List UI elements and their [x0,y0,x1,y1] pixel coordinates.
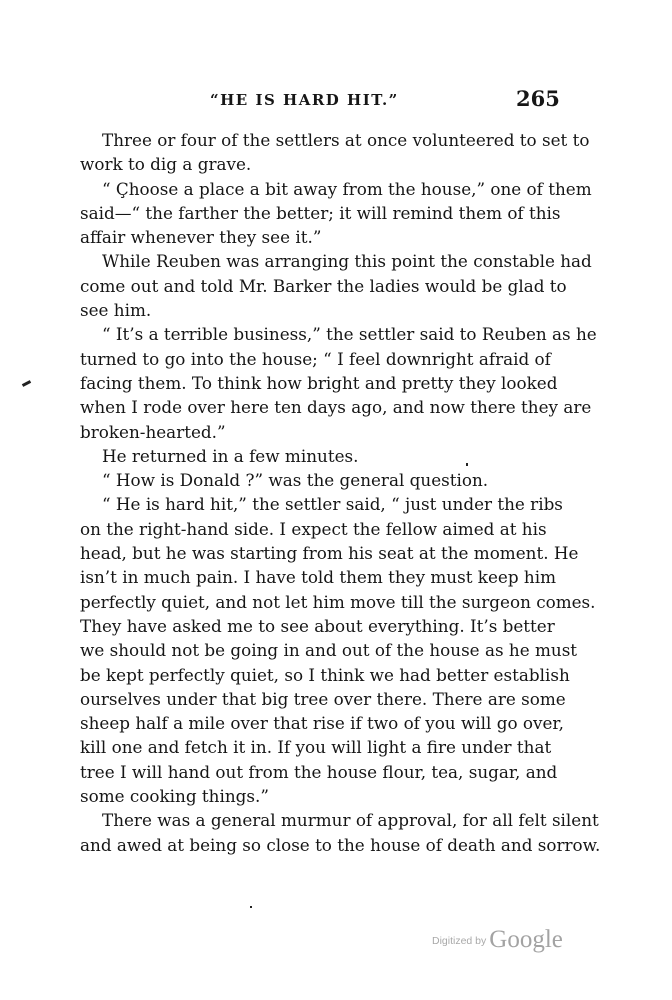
ink-speck [466,463,468,466]
text-line: “ How is Donald ?” was the general question. [102,470,489,491]
text-line: He returned in a few minutes. [102,445,359,466]
text-line: come out and told Mr. Barker the ladies would be glad to [80,275,567,296]
running-title: “HE IS HARD HIT.” [210,91,399,109]
text-line: facing them. To think how bright and pretty they looked [80,372,558,393]
text-line: “ It’s a terrible business,” the settler said to Reuben as he [102,324,597,345]
text-line: turned to go into the house; “ I feel downright afraid of [80,348,551,369]
text-line: see him. [80,300,152,321]
text-line: work to dig a grave. [80,154,252,175]
text-line: tree I will hand out from the house flour, tea, sugar, and [80,761,558,782]
text-line: on the right-hand side. I expect the fellow aimed at his [80,518,547,539]
text-line: and awed at being so close to the house of death and sorrow. [80,834,601,855]
text-line: While Reuben was arranging this point the constable had [102,251,592,272]
page-number: 265 [516,86,560,111]
text-line: be kept perfectly quiet, so I think we had better establish [80,664,570,685]
digitized-watermark [432,926,563,954]
text-line: when I rode over here ten days ago, and now there they are [80,397,592,418]
text-line: we should not be going in and out of the house as he must [80,640,578,661]
text-line: ourselves under that big tree over there. There are some [80,688,566,709]
ink-speck [250,906,252,908]
text-line: head, but he was starting from his seat at the moment. He [80,543,579,564]
body-text [80,128,601,857]
text-line: isn’t in much pain. I have told them they must keep him [80,567,557,588]
text-line: “ He is hard hit,” the settler said, “ just under the ribs [102,494,563,515]
text-line: They have asked me to see about everything. It’s better [80,615,555,636]
text-line: kill one and fetch it in. If you will light a fire under that [80,737,552,758]
text-line: perfectly quiet, and not let him move till the surgeon comes. [80,591,596,612]
google-logo: Google [489,926,563,953]
text-line: There was a general murmur of approval, for all felt silent [102,810,599,831]
text-line: sheep half a mile over that rise if two of you will go over, [80,713,564,734]
text-line: said—“ the farther the better; it will remind them of this [80,202,561,223]
text-line: some cooking things.” [80,786,269,807]
text-line: affair whenever they see it.” [80,227,322,248]
watermark-prefix: Digitized by [432,935,487,947]
ink-mark [22,380,31,387]
text-line: broken-hearted.” [80,421,226,442]
text-line: “ Çhoose a place a bit away from the house,” one of them [102,178,592,199]
text-line: Three or four of the settlers at once volunteered to set to [102,130,590,150]
